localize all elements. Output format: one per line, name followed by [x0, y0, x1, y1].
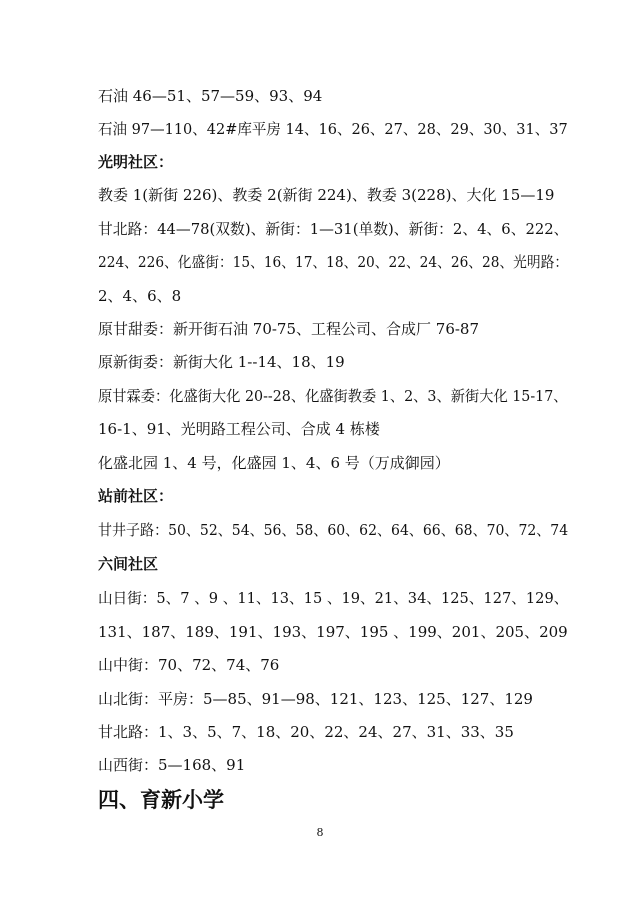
text-line-shanbei-street: 山北街：平房：5—85、91—98、121、123、125、127、129	[98, 690, 533, 708]
text-line-yuan-gantian: 原甘甜委：新开街石油 70-75、工程公司、合成厂 76-87	[98, 320, 480, 338]
heading-zhanqian-community: 站前社区：	[98, 487, 174, 505]
heading-liujian-community: 六间社区	[98, 555, 159, 573]
text-line-yuan-ganlin-2: 16-1、91、光明路工程公司、合成 4 栋楼	[98, 420, 380, 438]
text-line-guangming-road: 2、4、6、8	[98, 287, 182, 305]
text-line-shanzhong-street: 山中街：70、72、74、76	[98, 656, 280, 674]
text-line-shiyou-2: 石油 97—110、42#库平房 14、16、26、27、28、29、30、31、37	[98, 120, 568, 138]
text-line-shanri-street-2: 131、187、189、191、193、197、195 、199、201、205、209	[98, 623, 568, 641]
text-line-huasheng-garden: 化盛北园 1、4 号，化盛园 1、4、6 号（万成御园）	[98, 454, 450, 472]
text-line-huasheng-street: 224、226、化盛街：15、16、17、18、20、22、24、26、28、光明路：	[98, 253, 569, 271]
section-title: 四、育新小学	[98, 788, 224, 812]
text-line-ganjingzi-road: 甘井子路：50、52、54、56、58、60、62、64、66、68、70、72、74	[98, 521, 569, 539]
text-line-shiyou-1: 石油 46—51、57—59、93、94	[98, 87, 323, 105]
text-line-yuan-ganlin-1: 原甘霖委：化盛街大化 20--28、化盛街教委 1、2、3、新街大化 15-17、	[98, 387, 568, 405]
text-line-ganbei-road: 甘北路：44—78(双数)、新街：1—31(单数)、新街：2、4、6、222、	[98, 220, 569, 238]
page-number: 8	[316, 826, 324, 839]
text-line-yuan-xinjie: 原新街委：新街大化 1--14、18、19	[98, 353, 345, 371]
text-line-shanri-street-1: 山日街：5、7 、9 、11、13、15 、19、21、34、125、127、129、	[98, 589, 569, 607]
text-line-jiaowei: 教委 1(新街 226)、教委 2(新街 224)、教委 3(228)、大化 15—19	[98, 186, 555, 204]
text-line-ganbei-road-2: 甘北路：1、3、5、7、18、20、22、24、27、31、33、35	[98, 723, 514, 741]
heading-guangming-community: 光明社区：	[98, 153, 174, 171]
text-line-shanxi-street: 山西街：5—168、91	[98, 756, 246, 774]
